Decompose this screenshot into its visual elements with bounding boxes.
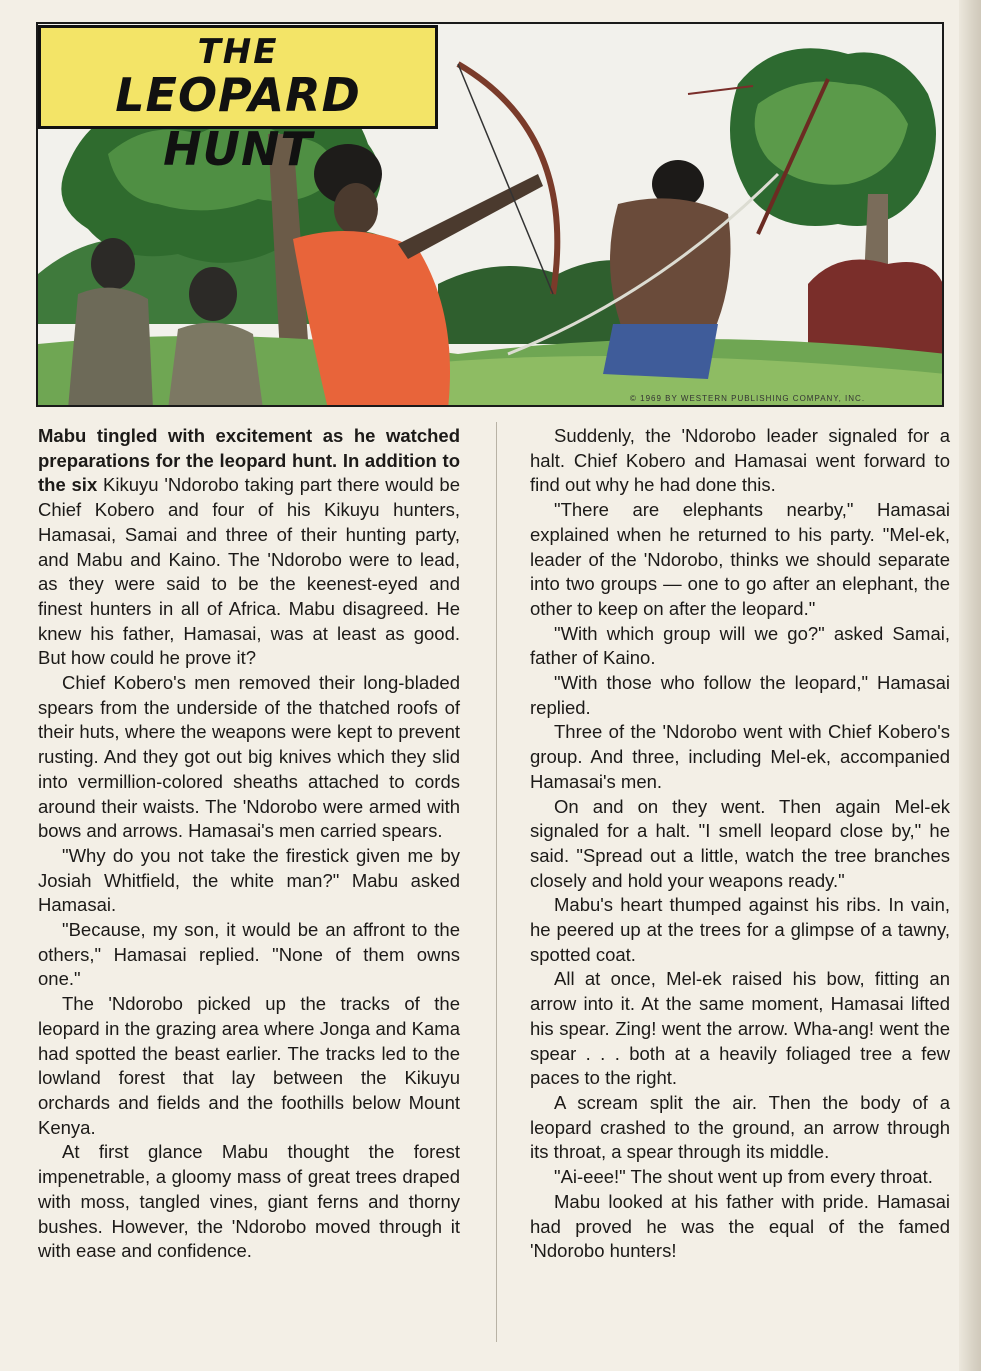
paragraph: Three of the 'Ndorobo went with Chief Kobero's group. And three, including Mel-ek, accompanied Hamasai's men. xyxy=(530,721,950,792)
paragraph: "With which group will we go?" asked Samai, father of Kaino. xyxy=(530,622,950,669)
paragraph-text: Kikuyu 'Ndorobo taking part there would be Chief Kobero and four of his Kikuyu hunters, Hamasai, Samai and three of their hunting party, and Mabu and Kaino. The 'Ndorobo were to lead, as they were said to be the keenest-eyed and finest hunters in all of Africa. Mabu disagreed. He knew his father, Hamasai, was at least as good. But how could he prove it? xyxy=(38,474,460,669)
paragraph: At first glance Mabu thought the forest impenetrable, a gloomy mass of great trees draped with moss, tangled vines, giant ferns and thorny bushes. However, the 'Ndorobo moved through it with ease and confidence. xyxy=(38,1141,460,1262)
column-divider xyxy=(496,422,497,1342)
paragraph: "Because, my son, it would be an affront to the others," Hamasai replied. "None of them owns one." xyxy=(38,919,460,990)
article-column-left xyxy=(38,424,460,1264)
article-column-right xyxy=(530,424,950,1264)
copyright-notice: © 1969 BY WESTERN PUBLISHING COMPANY, INC. xyxy=(630,394,866,403)
paragraph: On and on they went. Then again Mel-ek signaled for a halt. "I smell leopard close by," he said. "Spread out a little, watch the tree branches closely and hold your weapons ready." xyxy=(530,795,950,891)
paragraph: Mabu's heart thumped against his ribs. In vain, he peered up at the trees for a glimpse of a tawny, spotted coat. xyxy=(530,894,950,965)
paragraph: A scream split the air. Then the body of a leopard crashed to the ground, an arrow through its throat, a spear through its middle. xyxy=(530,1091,950,1163)
paragraph: The 'Ndorobo picked up the tracks of the leopard in the grazing area where Jonga and Kama had spotted the beast earlier. The tracks led to the lowland forest that lay between the Kikuyu orchards and fields and the foothills below Mount Kenya. xyxy=(38,993,460,1138)
page-edge xyxy=(959,0,981,1371)
title-box xyxy=(38,25,438,176)
paragraph: Suddenly, the 'Ndorobo leader signaled for a halt. Chief Kobero and Hamasai went forward to find out why he had done this. xyxy=(530,425,950,496)
paragraph: "Ai-eee!" The shout went up from every throat. xyxy=(554,1166,933,1188)
paragraph: Mabu looked at his father with pride. Hamasai had proved he was the equal of the famed 'Ndorobo hunters! xyxy=(530,1190,950,1262)
paragraph xyxy=(38,424,460,671)
paragraph: "With those who follow the leopard," Hamasai replied. xyxy=(530,672,950,718)
paragraph: "There are elephants nearby," Hamasai explained when he returned to his party. "Mel-ek, leader of the 'Ndorobo, thinks we should separate into two groups — one to go after an elephant, the other to keep on after the leopard." xyxy=(530,499,950,619)
title-line-2: LEOPARD HUNT xyxy=(115,68,361,176)
paragraph: All at once, Mel-ek raised his bow, fitting an arrow into it. At the same moment, Hamasai lifted his spear. Zing! went the arrow. Wha-ang! went the spear . . . both at a heavily foliaged tree a few paces to the right. xyxy=(530,968,950,1089)
title-line-1: THE xyxy=(197,32,279,72)
paragraph: Chief Kobero's men removed their long-bladed spears from the underside of the thatched roofs of their huts, where the weapons were kept to prevent rusting. And they got out big knives which they slid into vermillion-colored sheaths attached to cords around their waists. The 'Ndorobo were armed with bows and arrows. Hamasai's men carried spears. xyxy=(38,672,460,842)
paragraph: "Why do you not take the firestick given me by Josiah Whitfield, the white man?" Mabu asked Hamasai. xyxy=(38,844,460,916)
lead-in-text: Mabu tingled with excitement as he watched preparations for the leopard hunt. In addition to the six xyxy=(38,425,460,496)
